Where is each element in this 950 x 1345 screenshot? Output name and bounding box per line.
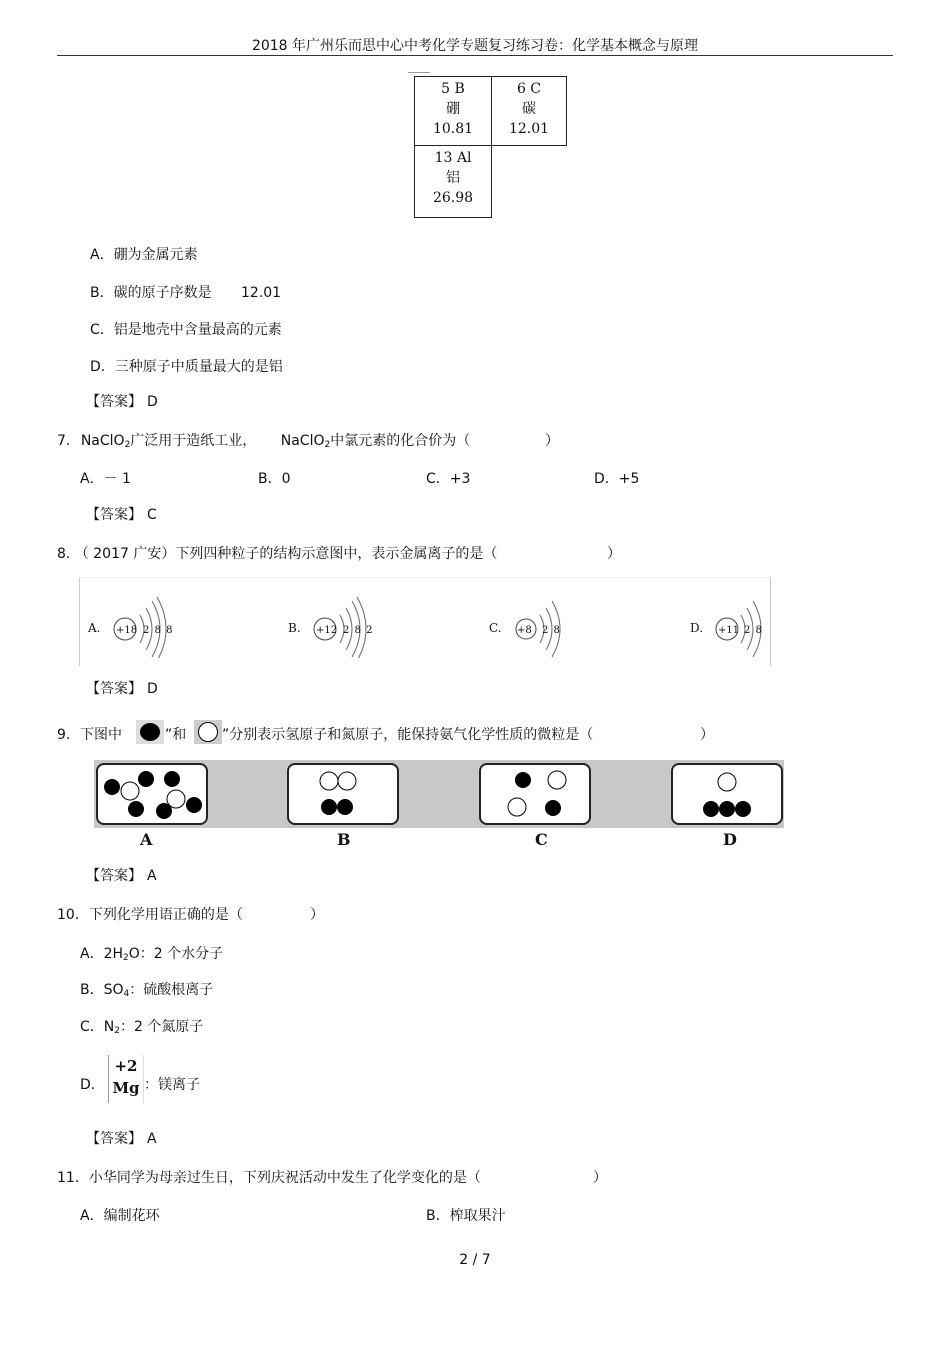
particle-label: C. — [489, 621, 502, 635]
q7-subscript: 2 — [124, 440, 131, 450]
element-mass: 12.01 — [508, 121, 550, 137]
q6-answer: D — [147, 394, 158, 410]
q7-formula: NaClO — [280, 433, 325, 449]
q7-option-a: A．－ 1 — [80, 471, 131, 487]
header-rule — [57, 55, 893, 56]
option-text: C．N — [80, 1019, 115, 1035]
nucleus-charge: +11 — [718, 625, 740, 636]
molecule-box-b — [287, 763, 399, 825]
q6-option-d: D．三种原子中质量最大的是铝 — [90, 359, 283, 375]
q7-formula: NaClO — [80, 433, 125, 449]
q7-number: 7. — [57, 433, 71, 449]
subscript: 2 — [123, 953, 129, 963]
element-number-symbol: 6 C — [516, 81, 542, 97]
particle-label: A. — [88, 621, 101, 635]
element-name: 碳 — [522, 101, 536, 117]
q10-answer-label: 【答案】 — [86, 1131, 142, 1147]
q8-answer: D — [147, 681, 158, 697]
molecule-box-d — [671, 763, 783, 825]
subscript: 4 — [123, 989, 130, 999]
q10-stem: 10．下列化学用语正确的是（ — [57, 907, 243, 923]
element-cell-boron — [414, 76, 492, 146]
q7-option-b: B．0 — [258, 471, 291, 487]
q6-option-b-value: 12.01 — [241, 285, 282, 301]
particle-c — [489, 578, 629, 666]
q11-stem: 11．小华同学为母亲过生日，下列庆祝活动中发生了化学变化的是（ — [57, 1170, 481, 1186]
q11-option-b: B．榨取果汁 — [426, 1208, 506, 1224]
box-label: A — [140, 830, 153, 849]
element-cell-carbon — [491, 76, 567, 146]
atomic-structure-figure — [79, 577, 771, 666]
q6-option-c: C．铝是地壳中含量最高的元素 — [90, 322, 282, 338]
q7-answer: C — [147, 507, 157, 523]
q11-option-a: A．编制花环 — [80, 1208, 160, 1224]
q9-text: ”和 — [165, 727, 187, 743]
shell-electrons: 2 8 — [542, 625, 561, 636]
box-label: C — [535, 830, 548, 849]
q9-answer-label: 【答案】 — [86, 868, 142, 884]
option-text: O：2 个水分子 — [128, 946, 224, 962]
q10-option-a — [80, 945, 223, 967]
particle-a — [88, 578, 248, 666]
magnesium-valence-figure — [108, 1055, 144, 1103]
page-header-title: 2018 年广州乐而思中心中考化学专题复习练习卷：化学基本概念与原理 — [251, 38, 699, 54]
nitrogen-atom-icon — [194, 720, 222, 744]
particle-d — [690, 578, 770, 666]
q10-option-b — [80, 981, 213, 1003]
element-number-symbol: 13 Al — [434, 150, 472, 166]
q7-subscript: 2 — [324, 440, 331, 450]
shell-electrons: 2 8 8 — [143, 625, 174, 636]
hydrogen-atom-icon — [136, 720, 164, 744]
q9-answer: A — [147, 868, 157, 884]
particle-label: B. — [288, 621, 301, 635]
q7-stem — [57, 432, 470, 454]
q7-close-paren: ） — [545, 433, 559, 449]
molecules-icon — [673, 765, 781, 823]
q9-close-paren: ） — [700, 727, 714, 743]
nucleus-charge: +18 — [116, 625, 138, 636]
element-mass: 26.98 — [432, 190, 474, 206]
molecule-figure — [94, 760, 784, 850]
q7-text: 中氯元素的化合价为（ — [330, 433, 471, 449]
molecule-box-a — [96, 763, 208, 825]
q7-option-c: C．+3 — [426, 471, 471, 487]
q10-option-d: D． — [80, 1077, 105, 1093]
shell-electrons: 2 8 2 — [343, 625, 374, 636]
element-mass: 10.81 — [432, 121, 474, 137]
element-name: 铝 — [446, 170, 460, 186]
subscript: 2 — [114, 1026, 120, 1036]
option-text: ：2 个氮原子 — [119, 1019, 204, 1035]
q7-option-d: D．+5 — [594, 471, 640, 487]
nucleus-charge: +8 — [517, 625, 532, 636]
q6-option-b: B．碳的原子序数是 — [90, 285, 212, 301]
ammonia-molecules-icon — [98, 765, 206, 823]
q11-close-paren: ） — [593, 1170, 607, 1186]
q9-number: 9. — [57, 727, 71, 743]
box-label: B — [337, 830, 351, 849]
q9-text: ”分别表示氢原子和氮原子，能保持氨气化学性质的微粒是（ — [222, 727, 594, 743]
page-number: 2 / 7 — [459, 1252, 491, 1268]
particle-b — [288, 578, 448, 666]
shell-electrons: 2 8 — [744, 625, 763, 636]
q6-answer-label: 【答案】 — [86, 394, 142, 410]
element-symbol: Mg — [112, 1079, 140, 1097]
q10-option-d-text: ：镁离子 — [144, 1077, 200, 1093]
option-text: ：硫酸根离子 — [129, 982, 214, 998]
option-text: B．SO — [80, 982, 124, 998]
q10-answer: A — [147, 1131, 157, 1147]
box-label: D — [723, 830, 737, 849]
valence-charge: +2 — [114, 1057, 138, 1075]
molecule-box-c — [479, 763, 591, 825]
q10-close-paren: ） — [310, 907, 324, 923]
q8-stem: 8. （ 2017 广安）下列四种粒子的结构示意图中，表示金属离子的是（ — [57, 546, 498, 562]
molecules-icon — [289, 765, 397, 823]
small-mark — [408, 72, 430, 73]
periodic-table-fragment — [414, 76, 567, 218]
element-cell-aluminum — [414, 145, 492, 218]
q8-answer-label: 【答案】 — [86, 681, 142, 697]
element-name: 硼 — [446, 101, 460, 117]
nucleus-charge: +12 — [316, 625, 338, 636]
q8-close-paren: ） — [607, 546, 621, 562]
element-number-symbol: 5 B — [441, 81, 465, 97]
q7-answer-label: 【答案】 — [86, 507, 142, 523]
q9-text: 下图中 — [80, 727, 122, 743]
particle-label: D. — [690, 621, 704, 635]
q10-option-c — [80, 1018, 203, 1040]
q7-text: 广泛用于造纸工业， — [130, 433, 257, 449]
atoms-icon — [481, 765, 589, 823]
q6-option-a: A．硼为金属元素 — [90, 247, 198, 263]
option-text: A．2H — [80, 946, 124, 962]
